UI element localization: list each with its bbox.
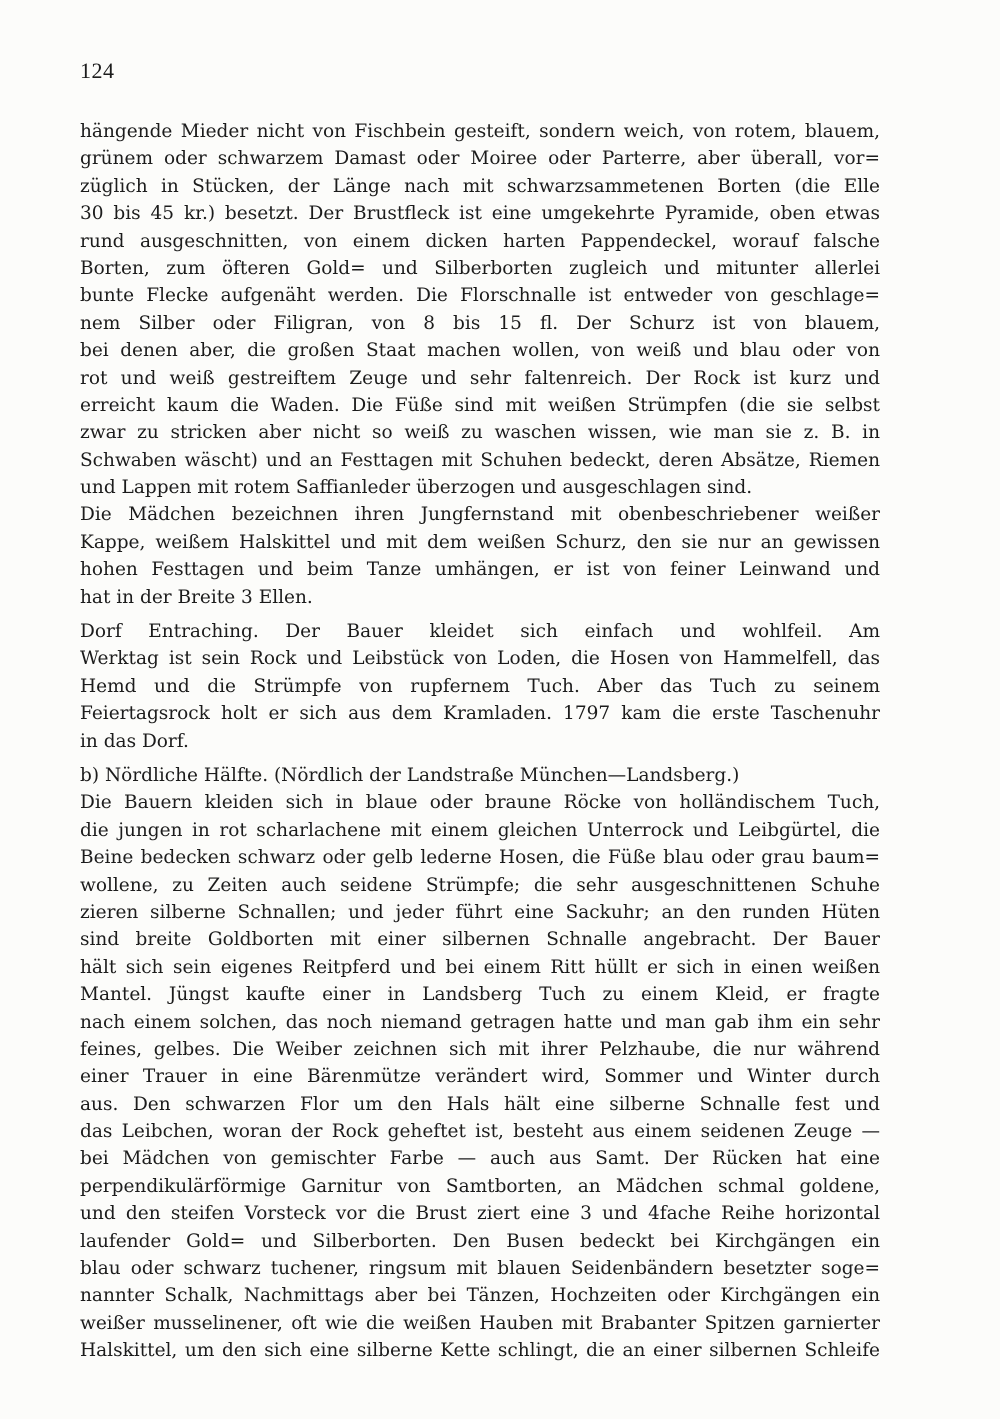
text-line: hängende Mieder nicht von Fischbein gesteift, sondern weich, von rotem, blauem, [80, 121, 880, 142]
text-line: bei Mädchen von gemischter Farbe — auch aus Samt. Der Rücken hat eine [80, 1148, 880, 1170]
text-line: hat in der Breite 3 Ellen. [80, 586, 313, 608]
text-line: nem Silber oder Filigran, von 8 bis 15 fl. Der Schurz ist von blauem, [80, 312, 880, 334]
page-body-text [80, 118, 880, 1365]
text-line: züglich in Stücken, der Länge nach mit schwarzsammetenen Borten (die Elle [80, 175, 880, 197]
paragraph-gap [80, 755, 880, 762]
text-line: die jungen in rot scharlachene mit einem gleichen Unterrock und Leibgürtel, die [80, 819, 880, 841]
text-line: Borten, zum öfteren Gold= und Silberborten zugleich und mitunter allerlei [80, 257, 880, 279]
text-line: zieren silberne Schnallen; und jeder führt eine Sackuhr; an den runden Hüten [80, 901, 880, 923]
text-line: Feiertagsrock holt er sich aus dem Kramladen. 1797 kam die erste Taschenuhr [80, 703, 880, 725]
paragraph-clothing-continued [80, 118, 880, 501]
text-line: feines, gelbes. Die Weiber zeichnen sich mit ihrer Pelzhaube, die nur während [80, 1038, 880, 1060]
text-line: Die Bauern kleiden sich in blaue oder braune Röcke von holländischem Tuch, [80, 792, 880, 814]
text-line: Dorf Entraching. Der Bauer kleidet sich einfach und wohlfeil. Am [80, 621, 880, 643]
section-heading: b) Nördliche Hälfte. (Nördlich der Landstraße München—Landsberg.) [80, 764, 740, 786]
text-line: Halskittel, um den sich eine silberne Kette schlingt, die an einer silbernen Schleife [80, 1340, 880, 1362]
text-line: sind breite Goldborten mit einer silbernen Schnalle angebracht. Der Bauer [80, 929, 880, 951]
text-line: Kappe, weißem Halskittel und mit dem weißen Schurz, den sie nur an gewissen [80, 531, 880, 553]
text-line: Werktag ist sein Rock und Leibstück von Loden, die Hosen von Hammelfell, das [80, 648, 880, 670]
text-line: rund ausgeschnitten, von einem dicken harten Pappendeckel, worauf falsche [80, 230, 880, 252]
paragraph-northern-half [80, 789, 880, 1364]
text-line: 30 bis 45 kr.) besetzt. Der Brustfleck ist eine umgekehrte Pyramide, oben etwas [80, 203, 880, 225]
page-number: 124 [80, 58, 115, 83]
text-line: rot und weiß gestreiftem Zeuge und sehr faltenreich. Der Rock ist kurz und [80, 367, 880, 389]
text-line: das Leibchen, woran der Rock geheftet ist, besteht aus einem seidenen Zeuge — [80, 1121, 880, 1143]
text-line: blau oder schwarz tuchener, ringsum mit blauen Seidenbändern besetzter soge= [80, 1258, 880, 1280]
text-line: einer Trauer in eine Bärenmütze verändert wird, Sommer und Winter durch [80, 1066, 880, 1088]
text-line: nannter Schalk, Nachmittags aber bei Tänzen, Hochzeiten oder Kirchgängen ein [80, 1285, 880, 1307]
text-line: nach einem solchen, das noch niemand getragen hatte und man gab ihm ein sehr [80, 1011, 880, 1033]
paragraph-maidens [80, 501, 880, 611]
text-line: bunte Flecke aufgenäht werden. Die Florschnalle ist entweder von geschlage= [80, 285, 880, 307]
text-line: zwar zu stricken aber nicht so weiß zu waschen wissen, wie man sie z. B. in [80, 422, 880, 444]
text-line: wollene, zu Zeiten auch seidene Strümpfe; die sehr ausgeschnittenen Schuhe [80, 874, 880, 896]
paragraph-entraching [80, 618, 880, 755]
text-line: und Lappen mit rotem Saffianleder überzogen und ausgeschlagen sind. [80, 477, 753, 499]
text-line: Hemd und die Strümpfe von rupfernem Tuch. Aber das Tuch zu seinem [80, 675, 880, 697]
text-line: hohen Festtagen und beim Tanze umhängen, er ist von feiner Leinwand und [80, 559, 880, 581]
text-line: Beine bedecken schwarz oder gelb lederne Hosen, die Füße blau oder grau baum= [80, 847, 880, 869]
text-line: und den steifen Vorsteck vor die Brust ziert eine 3 und 4fache Reihe horizontal [80, 1203, 880, 1225]
paragraph-gap [80, 611, 880, 618]
text-line: aus. Den schwarzen Flor um den Hals hält eine silberne Schnalle fest und [80, 1093, 880, 1115]
text-line: Schwaben wäscht) und an Festtagen mit Schuhen bedeckt, deren Absätze, Riemen [80, 449, 880, 471]
text-line: weißer musselinener, oft wie die weißen Hauben mit Brabanter Spitzen garnierter [80, 1312, 880, 1334]
text-line: erreicht kaum die Waden. Die Füße sind mit weißen Strümpfen (die sie selbst [80, 394, 880, 416]
text-line: grünem oder schwarzem Damast oder Moiree oder Parterre, aber überall, vor= [80, 148, 880, 170]
text-line: laufender Gold= und Silberborten. Den Busen bedeckt bei Kirchgängen ein [80, 1230, 880, 1252]
text-line: in das Dorf. [80, 730, 189, 752]
text-line: perpendikulärförmige Garnitur von Samtborten, an Mädchen schmal goldene, [80, 1175, 880, 1197]
text-line: hält sich sein eigenes Reitpferd und bei einem Ritt hüllt er sich in einen weißen [80, 956, 880, 978]
text-line: bei denen aber, die großen Staat machen wollen, von weiß und blau oder von [80, 340, 880, 362]
text-line: Die Mädchen bezeichnen ihren Jungfernstand mit obenbeschriebener weißer [80, 504, 880, 526]
text-line: Mantel. Jüngst kaufte einer in Landsberg Tuch zu einem Kleid, er fragte [80, 984, 880, 1006]
